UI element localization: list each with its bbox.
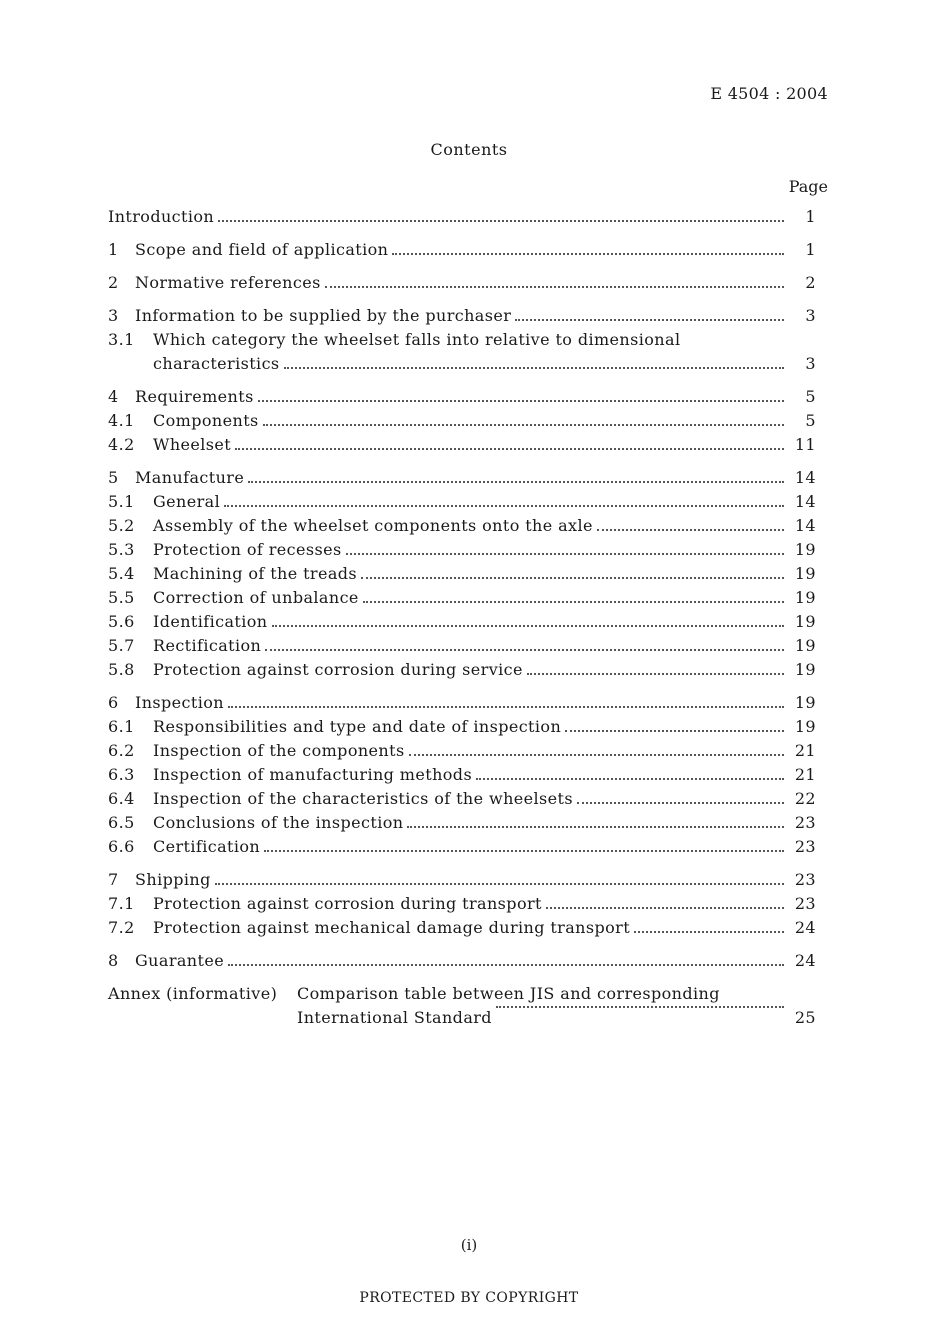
toc-entry-5-5[interactable]	[108, 586, 816, 610]
toc-entry-title: Normative references	[135, 273, 321, 292]
toc-entry-page: 19	[794, 564, 816, 583]
toc-entry-page: 1	[805, 240, 816, 259]
toc-group-4	[108, 385, 816, 457]
toc-entry-6-4[interactable]	[108, 787, 816, 811]
toc-entry-number: 6.2	[108, 741, 135, 760]
dot-leader	[515, 319, 784, 321]
toc-group-3	[108, 304, 816, 376]
toc-entry-5-2[interactable]	[108, 514, 816, 538]
toc-entry-number: 5.5	[108, 588, 135, 607]
toc-entry-title: Components	[153, 411, 259, 430]
toc-entry-title: Shipping	[135, 870, 211, 889]
toc-entry-number: 7.1	[108, 894, 135, 913]
toc-entry-number: 5.6	[108, 612, 135, 631]
toc-group-6	[108, 691, 816, 859]
dot-leader	[546, 907, 784, 909]
toc-entry-annex-continued[interactable]	[108, 1006, 816, 1030]
toc-entry-page: 19	[794, 660, 816, 679]
toc-entry-number: 3.1	[108, 330, 135, 349]
toc-entry-introduction[interactable]	[108, 205, 816, 229]
toc-entry-title: Machining of the treads	[153, 564, 358, 583]
toc-entry-7-1[interactable]	[108, 892, 816, 916]
toc-entry-5-1[interactable]	[108, 490, 816, 514]
toc-entry-title: General	[153, 492, 221, 511]
toc-entry-number: 5.4	[108, 564, 135, 583]
dot-leader	[218, 220, 784, 222]
toc-entry-title: Which category the wheelset falls into relative to dimensional	[153, 330, 681, 349]
toc-entry-page: 19	[794, 636, 816, 655]
toc-entry-title: Correction of unbalance	[153, 588, 359, 607]
dot-leader	[265, 649, 784, 651]
toc-entry-title: Assembly of the wheelset components onto the axle	[153, 516, 593, 535]
dot-leader	[577, 802, 784, 804]
toc-entry-number: 6.3	[108, 765, 135, 784]
toc-entry-number: 5.3	[108, 540, 135, 559]
dot-leader	[224, 505, 784, 507]
dot-leader	[228, 706, 784, 708]
toc-entry-title: Inspection of the characteristics of the wheelsets	[153, 789, 573, 808]
toc-entry-number: 6.6	[108, 837, 135, 856]
dot-leader	[325, 286, 784, 288]
toc-entry-number: 5.8	[108, 660, 135, 679]
toc-entry-number: 5.7	[108, 636, 135, 655]
dot-leader	[264, 850, 784, 852]
dot-leader	[363, 601, 784, 603]
document-id: E 4504 : 2004	[710, 84, 828, 103]
toc-entry-title: Identification	[153, 612, 268, 631]
page-column-label: Page	[788, 177, 828, 196]
toc-entry-7[interactable]	[108, 868, 816, 892]
toc-entry-page: 24	[794, 918, 816, 937]
toc-entry-number: 5.2	[108, 516, 135, 535]
toc-entry-page: 14	[794, 516, 816, 535]
toc-group-annex	[108, 982, 816, 1030]
toc-entry-2[interactable]	[108, 271, 816, 295]
toc-entry-page: 19	[794, 540, 816, 559]
toc-entry-title: Guarantee	[135, 951, 225, 970]
toc-entry-page: 25	[794, 1008, 816, 1027]
dot-leader	[284, 367, 784, 369]
copyright-notice: PROTECTED BY COPYRIGHT	[359, 1290, 579, 1306]
toc-entry-page: 24	[794, 951, 816, 970]
toc-entry-page: 19	[794, 612, 816, 631]
toc-entry-title: Information to be supplied by the purchaser	[135, 306, 512, 325]
toc-entry-title: Requirements	[135, 387, 254, 406]
toc-entry-title: Inspection	[135, 693, 224, 712]
toc-group-1	[108, 238, 816, 262]
toc-entry-page: 23	[794, 813, 816, 832]
dot-leader	[407, 826, 784, 828]
dot-leader	[248, 481, 784, 483]
toc-entry-3-1[interactable]	[108, 328, 816, 352]
toc-entry-6-1[interactable]	[108, 715, 816, 739]
toc-entry-page: 5	[805, 411, 816, 430]
dot-leader	[527, 673, 784, 675]
dot-leader	[361, 577, 784, 579]
toc-entry-7-2[interactable]	[108, 916, 816, 940]
dot-leader	[634, 931, 784, 933]
toc-entry-5-8[interactable]	[108, 658, 816, 682]
annex-title: Comparison table between JIS and corresponding	[297, 984, 720, 1003]
toc-entry-number: 8	[108, 951, 119, 970]
dot-leader	[597, 529, 784, 531]
toc-entry-title: Protection against corrosion during service	[153, 660, 523, 679]
toc-entry-number: 6.4	[108, 789, 135, 808]
toc-entry-3[interactable]	[108, 304, 816, 328]
annex-label: Annex (informative)	[108, 984, 278, 1003]
toc-entry-page: 11	[794, 435, 816, 454]
toc-entry-3-1-continued[interactable]	[108, 352, 816, 376]
page-folio: (i)	[460, 1236, 478, 1254]
toc-entry-number: 4.2	[108, 435, 135, 454]
toc-entry-number: 4	[108, 387, 119, 406]
toc-entry-title: Protection against corrosion during transport	[153, 894, 542, 913]
toc-entry-title: Inspection of the components	[153, 741, 405, 760]
dot-leader	[235, 448, 784, 450]
dot-leader	[215, 883, 784, 885]
toc-entry-4-1[interactable]	[108, 409, 816, 433]
toc-entry-number: 3	[108, 306, 119, 325]
toc-entry-title: Scope and field of application	[135, 240, 389, 259]
toc-entry-page: 3	[805, 354, 816, 373]
dot-leader	[565, 730, 784, 732]
toc-entry-page: 3	[805, 306, 816, 325]
toc-entry-5-7[interactable]	[108, 634, 816, 658]
toc-entry-annex[interactable]	[108, 982, 816, 1006]
dot-leader	[263, 424, 784, 426]
toc-entry-page: 19	[794, 693, 816, 712]
toc-entry-page: 21	[794, 765, 816, 784]
toc-entry-title: Conclusions of the inspection	[153, 813, 404, 832]
toc-entry-title: Protection of recesses	[153, 540, 342, 559]
toc-entry-5-4[interactable]	[108, 562, 816, 586]
toc-entry-number: 5	[108, 468, 119, 487]
toc-entry-title: Certification	[153, 837, 261, 856]
toc-entry-number: 1	[108, 240, 119, 259]
toc-entry-page: 5	[805, 387, 816, 406]
toc-entry-page: 14	[794, 492, 816, 511]
dot-leader	[228, 964, 784, 966]
toc-entry-title: Manufacture	[135, 468, 245, 487]
toc-entry-4[interactable]	[108, 385, 816, 409]
annex-indent	[108, 1006, 297, 1030]
toc-entry-page: 19	[794, 717, 816, 736]
toc-entry-number: 5.1	[108, 492, 135, 511]
toc-entry-page: 22	[794, 789, 816, 808]
toc-entry-page: 23	[794, 837, 816, 856]
toc-entry-number: 7.2	[108, 918, 135, 937]
toc-entry-5-3[interactable]	[108, 538, 816, 562]
toc-group-5	[108, 466, 816, 682]
toc-entry-6-2[interactable]	[108, 739, 816, 763]
dot-leader	[496, 1006, 784, 1008]
toc-entry-page: 23	[794, 870, 816, 889]
dot-leader	[392, 253, 784, 255]
toc-entry-title: Rectification	[153, 636, 262, 655]
toc-entry-title: Wheelset	[153, 435, 232, 454]
dot-leader	[258, 400, 784, 402]
toc-entry-1[interactable]	[108, 238, 816, 262]
contents-title: Contents	[430, 140, 508, 159]
toc-group-intro	[108, 205, 816, 229]
dot-leader	[476, 778, 784, 780]
toc-entry-6-5[interactable]	[108, 811, 816, 835]
toc-entry-page: 2	[805, 273, 816, 292]
toc-entry-6-3[interactable]	[108, 763, 816, 787]
toc-entry-4-2[interactable]	[108, 433, 816, 457]
toc-entry-title: Protection against mechanical damage during transport	[153, 918, 631, 937]
toc-entry-title-continued: characteristics	[153, 354, 280, 373]
toc-entry-title: Responsibilities and type and date of inspection	[153, 717, 562, 736]
toc-group-7	[108, 868, 816, 940]
dot-leader	[346, 553, 784, 555]
toc-entry-number: 7	[108, 870, 119, 889]
toc-entry-5[interactable]	[108, 466, 816, 490]
toc-entry-page: 19	[794, 588, 816, 607]
toc-entry-page: 1	[805, 207, 816, 226]
toc-entry-title: Introduction	[108, 207, 215, 226]
toc-group-2	[108, 271, 816, 295]
toc-group-8	[108, 949, 816, 973]
toc-entry-title: Inspection of manufacturing methods	[153, 765, 473, 784]
toc-entry-6[interactable]	[108, 691, 816, 715]
dot-leader	[272, 625, 784, 627]
toc-entry-page: 21	[794, 741, 816, 760]
toc-entry-5-6[interactable]	[108, 610, 816, 634]
toc-entry-number: 4.1	[108, 411, 135, 430]
toc-entry-page: 14	[794, 468, 816, 487]
toc-entry-8[interactable]	[108, 949, 816, 973]
toc-entry-number: 2	[108, 273, 119, 292]
table-of-contents	[108, 205, 816, 1039]
toc-entry-page: 23	[794, 894, 816, 913]
toc-entry-6-6[interactable]	[108, 835, 816, 859]
annex-title-continued: International Standard	[297, 1008, 492, 1027]
toc-entry-number: 6.5	[108, 813, 135, 832]
toc-entry-number: 6.1	[108, 717, 135, 736]
toc-entry-number: 6	[108, 693, 119, 712]
dot-leader	[409, 754, 784, 756]
